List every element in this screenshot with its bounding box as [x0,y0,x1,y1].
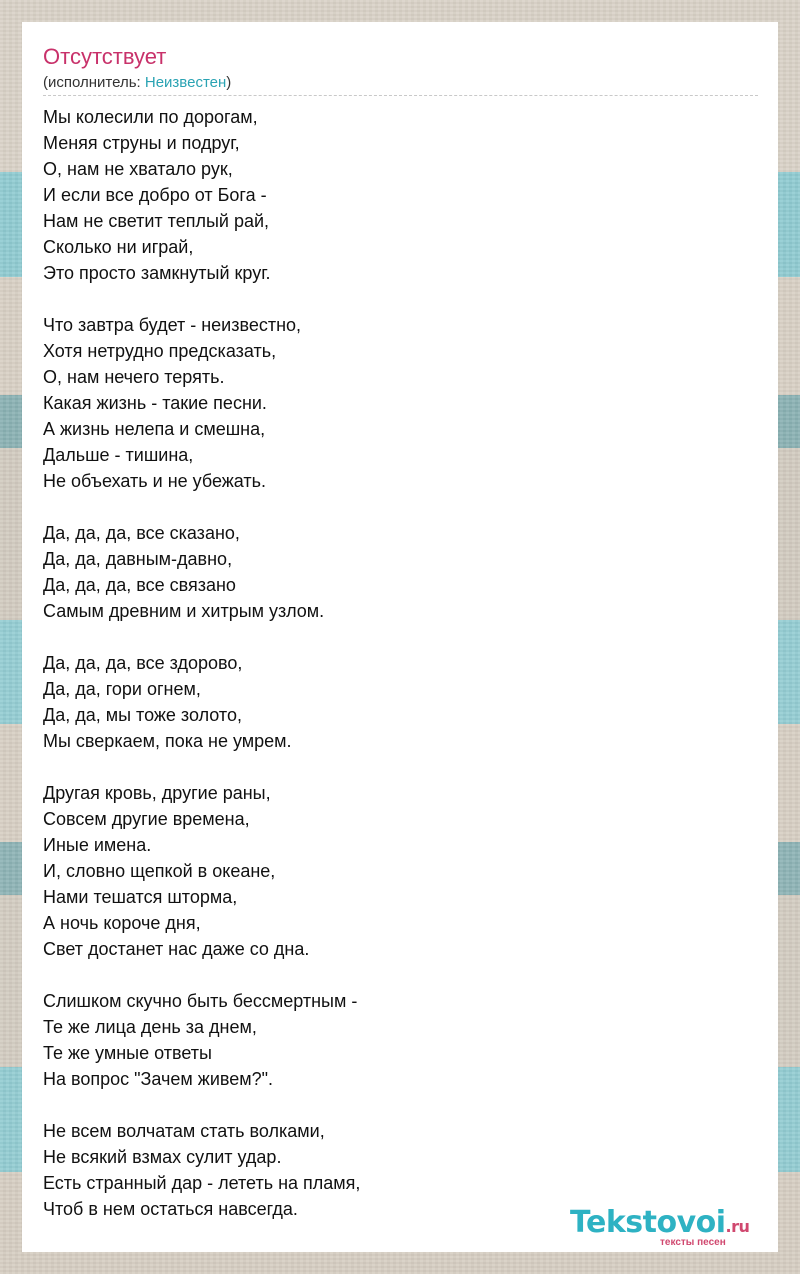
lyrics-line: Мы сверкаем, пока не умрем. [43,731,292,751]
lyrics-line: Да, да, давным-давно, [43,549,233,569]
lyrics-line: Хотя нетрудно предсказать, [43,341,277,361]
lyrics-line: Меняя струны и подруг, [43,133,240,153]
lyrics-card [22,22,778,1252]
lyrics-stanza [43,520,360,624]
logo-brand: Tekstovoi [570,1205,726,1240]
lyrics-line: Да, да, да, все сказано, [43,523,240,543]
lyrics-line: Да, да, да, все здорово, [43,653,243,673]
lyrics-line: Не всякий взмах сулит удар. [43,1147,282,1167]
artist-line [43,73,231,93]
lyrics-line: Нам не светит теплый рай, [43,211,270,231]
title-divider [43,95,758,96]
logo-tagline: тексты песен [660,1237,726,1248]
lyrics-line: Да, да, мы тоже золото, [43,705,242,725]
artist-prefix: (исполнитель: [43,74,145,91]
lyrics-line: Какая жизнь - такие песни. [43,393,267,413]
lyrics-line: На вопрос "Зачем живем?". [43,1069,274,1089]
lyrics-stanza [43,1118,360,1222]
lyrics-line: Дальше - тишина, [43,445,194,465]
lyrics-line: Это просто замкнутый круг. [43,263,271,283]
lyrics-stanza [43,104,360,286]
lyrics-line: Иные имена. [43,835,152,855]
lyrics-line: Есть странный дар - лететь на пламя, [43,1173,361,1193]
lyrics-stanza [43,312,360,494]
lyrics-stanza [43,988,360,1092]
lyrics-line: Не всем волчатам стать волками, [43,1121,325,1141]
site-logo[interactable] [570,1206,780,1246]
logo-tld: .ru [725,1217,750,1236]
lyrics-line: Свет достанет нас даже со дна. [43,939,310,959]
lyrics-line: Нами тешатся шторма, [43,887,238,907]
lyrics-stanza [43,780,360,962]
lyrics-line: Да, да, гори огнем, [43,679,201,699]
lyrics-line: И, словно щепкой в океане, [43,861,276,881]
lyrics-line: Те же умные ответы [43,1043,212,1063]
lyrics-body [43,104,360,1222]
lyrics-line: Что завтра будет - неизвестно, [43,315,302,335]
lyrics-line: Да, да, да, все связано [43,575,236,595]
lyrics-line: А ночь короче дня, [43,913,201,933]
lyrics-line: Слишком скучно быть бессмертным - [43,991,358,1011]
lyrics-line: Совсем другие времена, [43,809,250,829]
lyrics-line: О, нам нечего терять. [43,367,225,387]
lyrics-line: Сколько ни играй, [43,237,194,257]
artist-link[interactable]: Неизвестен [144,74,227,91]
lyrics-line: А жизнь нелепа и смешна, [43,419,266,439]
lyrics-line: Те же лица день за днем, [43,1017,257,1037]
lyrics-line: И если все добро от Бога - [43,185,267,205]
song-title: Отсутствует [43,44,167,69]
lyrics-stanza [43,650,360,754]
artist-suffix: ) [226,74,232,91]
lyrics-line: О, нам не хватало рук, [43,159,233,179]
lyrics-line: Мы колесили по дорогам, [43,107,258,127]
lyrics-line: Другая кровь, другие раны, [43,783,271,803]
lyrics-line: Чтоб в нем остаться навсегда. [43,1199,298,1219]
lyrics-line: Самым древним и хитрым узлом. [43,601,325,621]
lyrics-line: Не объехать и не убежать. [43,471,267,491]
